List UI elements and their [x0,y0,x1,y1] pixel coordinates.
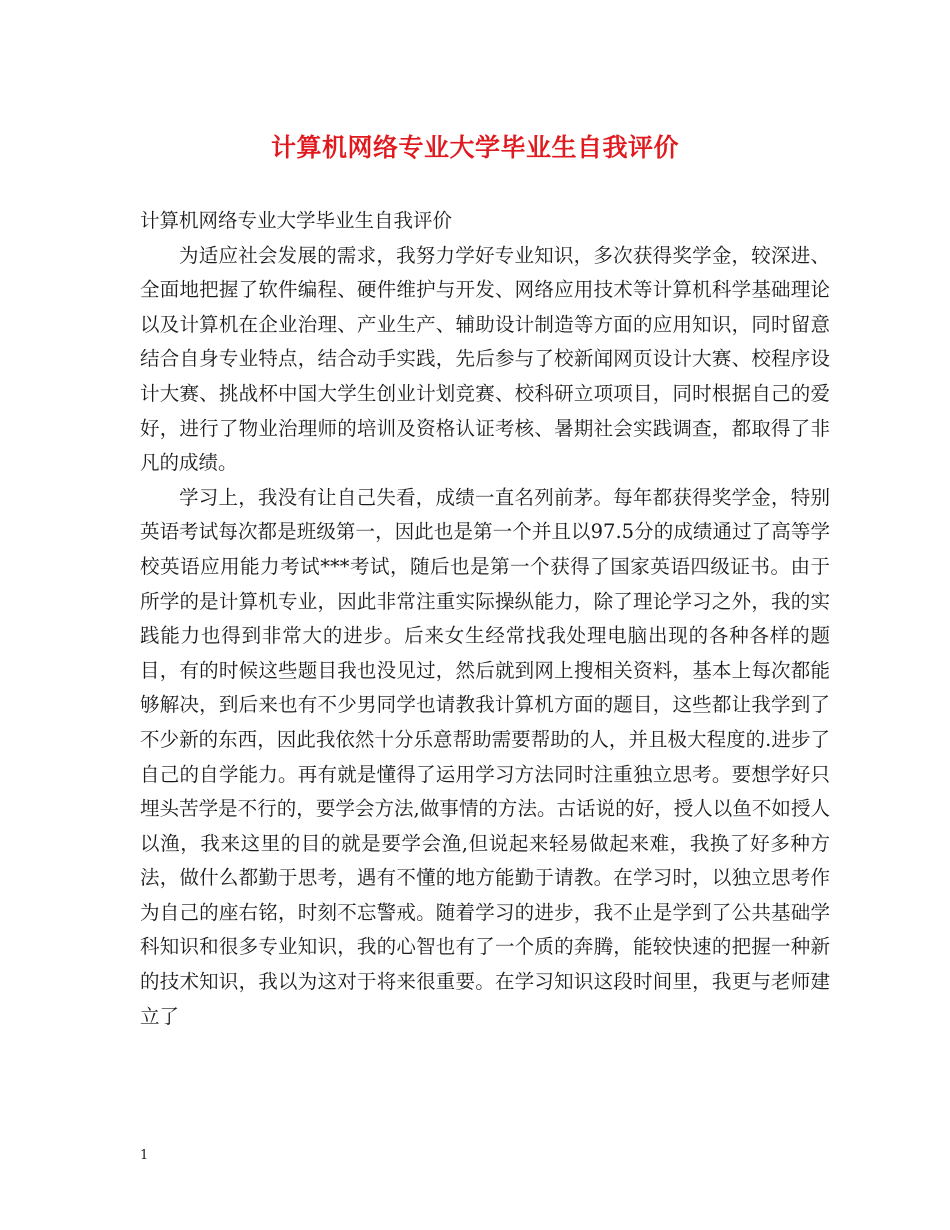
document-subtitle: 计算机网络专业大学毕业生自我评价 [140,209,453,232]
document-body [140,204,830,1034]
paragraph-2: 学习上，我没有让自己失看，成绩一直名列前茅。每年都获得奖学金，特别英语考试每次都是班级第一，因此也是第一个并且以97.5分的成绩通过了高等学校英语应用能力考试***考试，随后也是第一个获得了国家英语四级证书。由于所学的是计算机专业，因此非常注重实际操纵能力，除了理论学习之外，我的实践能力也得到非常大的进步。后来女生经常找我处理电脑出现的各种各样的题目，有的时候这些题目我也没见过，然后就到网上搜相关资料，基本上每次都能够解决，到后来也有不少男同学也请教我计算机方面的题目，这些都让我学到了不少新的东西，因此我依然十分乐意帮助需要帮助的人，并且极大程度的.进步了自己的自学能力。再有就是懂得了运用学习方法同时注重独立思考。要想学好只埋头苦学是不行的，要学会方法,做事情的方法。古话说的好，授人以鱼不如授人以渔，我来这里的目的就是要学会渔,但说起来轻易做起来难，我换了好多种方法，做什么都勤于思考，遇有不懂的地方能勤于请教。在学习时，以独立思考作为自己的座右铭，时刻不忘警戒。随着学习的进步，我不止是学到了公共基础学科知识和很多专业知识，我的心智也有了一个质的奔腾，能较快速的把握一种新的技术知识，我以为这对于将来很重要。在学习知识这段时间里，我更与老师建立了 [140,485,830,1028]
page-number: 1 [140,1148,149,1163]
paragraph-1: 为适应社会发展的需求，我努力学好专业知识，多次获得奖学金，较深进、全面地把握了软件编程、硬件维护与开发、网络应用技术等计算机科学基础理论以及计算机在企业治理、产业生产、辅助设计制造等方面的应用知识，同时留意结合自身专业特点，结合动手实践，先后参与了校新闻网页设计大赛、校程序设计大赛、挑战杯中国大学生创业计划竞赛、校科研立项项目，同时根据自己的爱好，进行了物业治理师的培训及资格认证考核、暑期社会实践调查，都取得了非凡的成绩。 [140,243,830,475]
document-title: 计算机网络专业大学毕业生自我评价 [270,133,679,162]
